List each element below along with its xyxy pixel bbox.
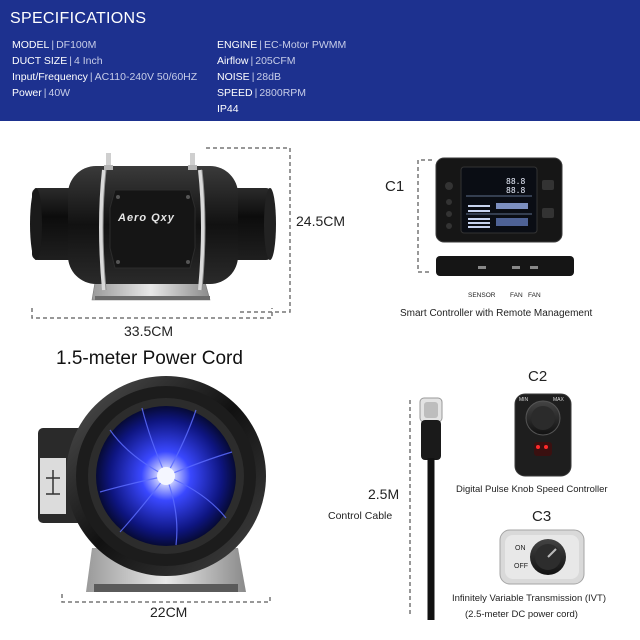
power-cord-title: 1.5-meter Power Cord [56, 348, 243, 369]
front-width-dimension: 22CM [150, 604, 188, 620]
controller-c3 [500, 530, 584, 584]
controller-c2 [515, 394, 571, 476]
spec-row-speed: SPEED | 2800RPM [217, 87, 307, 99]
spec-row-ip: IP44 [217, 103, 239, 115]
spec-row-input: Input/Frequency | AC110-240V 50/60HZ [12, 71, 198, 83]
c2-min-label: MIN [519, 397, 529, 403]
port-label-sensor: SENSOR [468, 292, 496, 299]
controller-c1-label: C1 [385, 178, 405, 195]
c3-on-label: ON [515, 545, 526, 552]
spec-row-model: MODEL | DF100M [12, 39, 97, 51]
controller-c1-caption: Smart Controller with Remote Management [400, 308, 593, 319]
spec-row-duct-size: DUCT SIZE | 4 Inch [12, 55, 103, 67]
controller-c3-caption-line2: (2.5-meter DC power cord) [465, 609, 578, 620]
port-label-fan-2: FAN [528, 292, 541, 299]
controller-c1 [418, 158, 574, 276]
fan-front-view [38, 376, 266, 592]
spec-row-noise: NOISE | 28dB [217, 71, 281, 83]
spec-title: SPECIFICATIONS [10, 10, 147, 27]
controller-c2-caption: Digital Pulse Knob Speed Controller [456, 484, 608, 495]
cable-label: Control Cable [328, 510, 393, 522]
width-dimension-line [32, 308, 272, 318]
fan-side-view [30, 153, 276, 300]
fan-brand-label: Aero Qxy [118, 212, 175, 224]
c2-max-label: MAX [553, 397, 564, 403]
fan-width-dimension: 33.5CM [124, 323, 174, 339]
controller-c1-screen-top: 88.8 [506, 177, 526, 186]
c3-off-label: OFF [514, 563, 528, 570]
front-width-dimension-line [62, 594, 270, 602]
port-label-fan-1: FAN [510, 292, 523, 299]
control-cable [410, 398, 442, 620]
cable-length: 2.5M [368, 486, 400, 502]
controller-c3-label: C3 [532, 508, 552, 525]
controller-c1-screen-bottom: 88.8 [506, 186, 526, 195]
fan-height-dimension: 24.5CM [296, 213, 346, 229]
spec-row-airflow: Airflow | 205CFM [217, 55, 296, 67]
controller-c2-label: C2 [528, 368, 548, 385]
controller-c3-caption-line1: Infinitely Variable Transmission (IVT) [452, 593, 606, 604]
spec-row-engine: ENGINE | EC-Motor PWMM [217, 39, 347, 51]
spec-row-power: Power | 40W [12, 87, 71, 99]
